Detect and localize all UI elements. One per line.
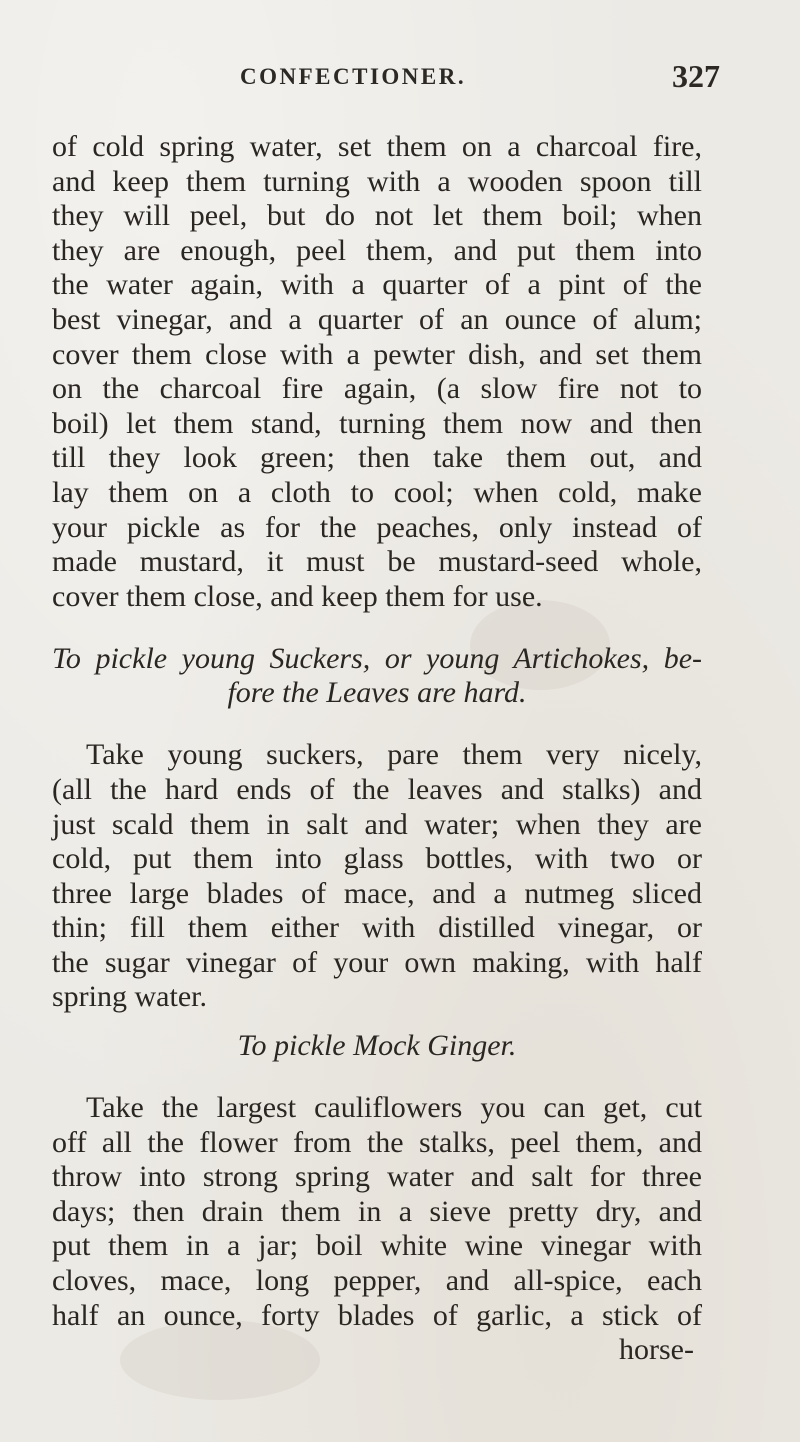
- text-line: lay them on a cloth to cool; when cold, make: [52, 475, 702, 509]
- spacer: [52, 1015, 702, 1029]
- text-line: till they look green; then take them out, and: [52, 441, 702, 475]
- text-line: days; then drain them in a sieve pretty dry, and: [52, 1194, 702, 1228]
- text-line: they are enough, peel them, and put them into: [52, 233, 702, 267]
- text-line: made mustard, it must be mustard-seed whole,: [52, 545, 702, 579]
- text-line: three large blades of mace, and a nutmeg sliced: [52, 876, 702, 910]
- text-line: Take the largest cauliflowers you can get, cut: [86, 1091, 702, 1125]
- text-line: boil) let them stand, turning them now and then: [52, 406, 702, 440]
- text-line: your pickle as for the peaches, only instead of: [52, 510, 702, 544]
- text-line: they will peel, but do not let them boil; when: [52, 199, 702, 233]
- recipe-mock-ginger: [52, 1029, 702, 1367]
- text-line: spring water.: [52, 980, 207, 1014]
- running-head: [0, 58, 800, 98]
- text-line: Take young suckers, pare them very nicely,: [86, 738, 702, 772]
- spacer: [52, 710, 702, 738]
- text-line: the water again, with a quarter of a pint of the: [52, 268, 702, 302]
- text-line: cover them close, and keep them for use.: [52, 579, 543, 613]
- recipe-suckers: [52, 642, 702, 1015]
- text-line: cloves, mace, long pepper, and all-spice, each: [52, 1264, 702, 1298]
- text-line: put them in a jar; boil white wine vinegar with: [52, 1229, 702, 1263]
- spacer: [52, 614, 702, 642]
- text-line: half an ounce, forty blades of garlic, a stick of: [52, 1298, 702, 1332]
- recipe-heading: To pickle Mock Ginger.: [237, 1029, 517, 1063]
- continued-paragraph: [52, 130, 702, 614]
- recipe-heading-continued: fore the Leaves are hard.: [227, 676, 527, 710]
- page-number: 327: [672, 58, 720, 94]
- text-line: the sugar vinegar of your own making, with half: [52, 945, 702, 979]
- text-line: cover them close with a pewter dish, and set them: [52, 337, 702, 371]
- text-line: of cold spring water, set them on a charcoal fire,: [52, 130, 702, 163]
- running-title: CONFECTIONER.: [240, 64, 467, 89]
- text-line: (all the hard ends of the leaves and stalks) and: [52, 772, 702, 806]
- recipe-heading: To pickle young Suckers, or young Artichokes, be-: [52, 642, 702, 676]
- page-text: [52, 130, 702, 1367]
- spacer: [52, 1063, 702, 1091]
- text-line: just scald them in salt and water; when they are: [52, 807, 702, 841]
- text-line: on the charcoal fire again, (a slow fire not to: [52, 372, 702, 406]
- text-line: throw into strong spring water and salt for three: [52, 1160, 702, 1194]
- text-line: and keep them turning with a wooden spoon till: [52, 164, 702, 198]
- text-line: cold, put them into glass bottles, with two or: [52, 842, 702, 876]
- catchword: horse-: [619, 1333, 694, 1367]
- text-line: thin; fill them either with distilled vinegar, or: [52, 911, 702, 945]
- text-line: off all the flower from the stalks, peel them, and: [52, 1125, 702, 1159]
- text-line: best vinegar, and a quarter of an ounce of alum;: [52, 302, 702, 336]
